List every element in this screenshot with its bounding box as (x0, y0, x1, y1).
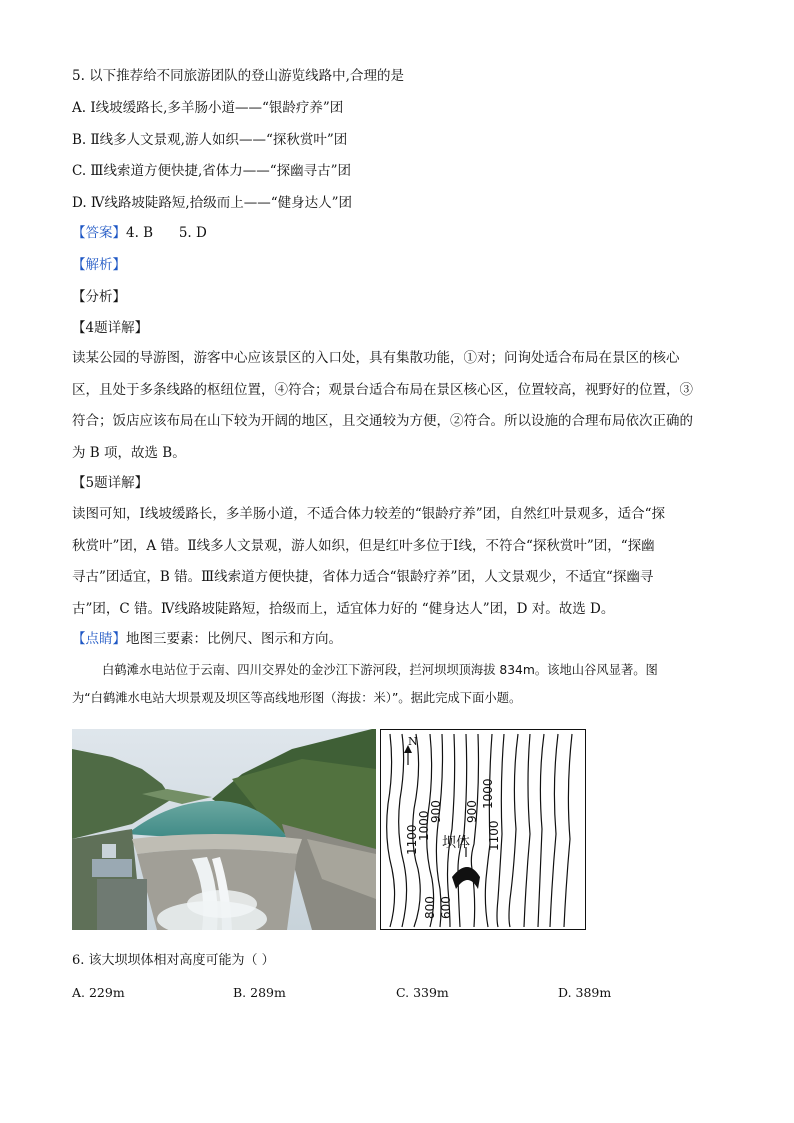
contour-label: 1100 (487, 820, 501, 851)
q5-detail-paragraph (72, 499, 722, 625)
q4-detail-line: 读某公园的导游图，游客中心应该景区的入口处，具有集散功能，①对；问询处适合布局在景区的核心 (72, 350, 680, 366)
q4-detail-line: 为 B 项，故选 B。 (72, 444, 186, 461)
q6-option-d: D. 389m (558, 985, 612, 1000)
contour-label: 600 (439, 896, 453, 919)
q5-option-b: B. Ⅱ线多人文景观,游人如织——“探秋赏叶”团 (72, 132, 348, 148)
q5-detail-line: 读图可知，Ⅰ线坡缓路长，多羊肠小道，不适合体力较差的“银龄疗养”团，自然红叶景观多，适合“探 (72, 506, 666, 522)
q5-stem: 5. 以下推荐给不同旅游团队的登山游览线路中,合理的是 (72, 68, 404, 84)
q5-detail-line: 古”团，C 错。Ⅳ线路坡陡路短，拾级而上，适宜体力好的 “健身达人”团，D 对。故选 D。 (72, 600, 615, 617)
dianjing-text: 地图三要素：比例尺、图示和方向。 (126, 631, 342, 647)
contour-label: 900 (429, 800, 443, 823)
dam-label: 坝体 (442, 835, 470, 851)
dianjing-label: 【点睛】 (72, 631, 126, 647)
contour-label: 1000 (481, 778, 495, 809)
q5-option-c: C. Ⅲ线索道方便快捷,省体力——“探幽寻古”团 (72, 163, 352, 179)
contour-label: 1100 (405, 824, 419, 855)
q5-option-d: D. Ⅳ线路坡陡路短,拾级而上——“健身达人”团 (72, 195, 353, 211)
north-label: N (408, 735, 418, 748)
dianjing-line (72, 629, 342, 649)
q4-detail-line: 符合；饭店应该布局在山下较为开阔的地区，且交通较为方便，②符合。所以设施的合理布局依次正确的 (72, 413, 693, 429)
answer-label: 【答案】 (72, 225, 126, 241)
contour-map (380, 729, 586, 930)
contour-label: 800 (423, 896, 437, 919)
answer-line (72, 223, 207, 243)
q6-option-c: C. 339m (396, 985, 449, 1000)
q5-option-a: A. Ⅰ线坡缓路长,多羊肠小道——“银龄疗养”团 (72, 100, 344, 116)
answer-text: 4. B 5. D (126, 225, 207, 241)
q6-stem: 6. 该大坝坝体相对高度可能为（ ） (72, 953, 275, 968)
contour-label: 900 (465, 800, 479, 823)
q5-detail-line: 秋赏叶”团，A 错。Ⅱ线多人文景观，游人如织，但是红叶多位于Ⅰ线，不符合“探秋赏叶”团，“探幽 (72, 537, 655, 554)
analysis-label: 【解析】 (72, 257, 126, 273)
q4-detail-line: 区，且处于多条线路的枢纽位置，④符合；观景台适合布局在景区核心区，位置较高，视野好的位置，③ (72, 381, 693, 398)
q5-detail-line: 寻古”团适宜，B 错。Ⅲ线索道方便快捷，省体力适合“银龄疗养”团，人文景观少，不适宜“探幽寻 (72, 569, 654, 585)
q5-detail-label: 【5题详解】 (72, 475, 149, 491)
q4-detail-label: 【4题详解】 (72, 320, 149, 336)
q4-detail-paragraph (72, 343, 722, 469)
q6-option-b: B. 289m (233, 985, 286, 1000)
intro-paragraph (72, 656, 724, 712)
intro-line: 为“白鹤滩水电站大坝景观及坝区等高线地形图（海拔：米）”。据此完成下面小题。 (72, 691, 522, 705)
q6-option-a: A. 229m (72, 985, 125, 1000)
contour-label: 1000 (417, 810, 431, 841)
dam-photo (72, 729, 376, 930)
intro-line: 白鹤滩水电站位于云南、四川交界处的金沙江下游河段，拦河坝坝顶海拔 834m。该地山谷风显著。图 (102, 663, 658, 677)
fenxi-label: 【分析】 (72, 289, 126, 305)
